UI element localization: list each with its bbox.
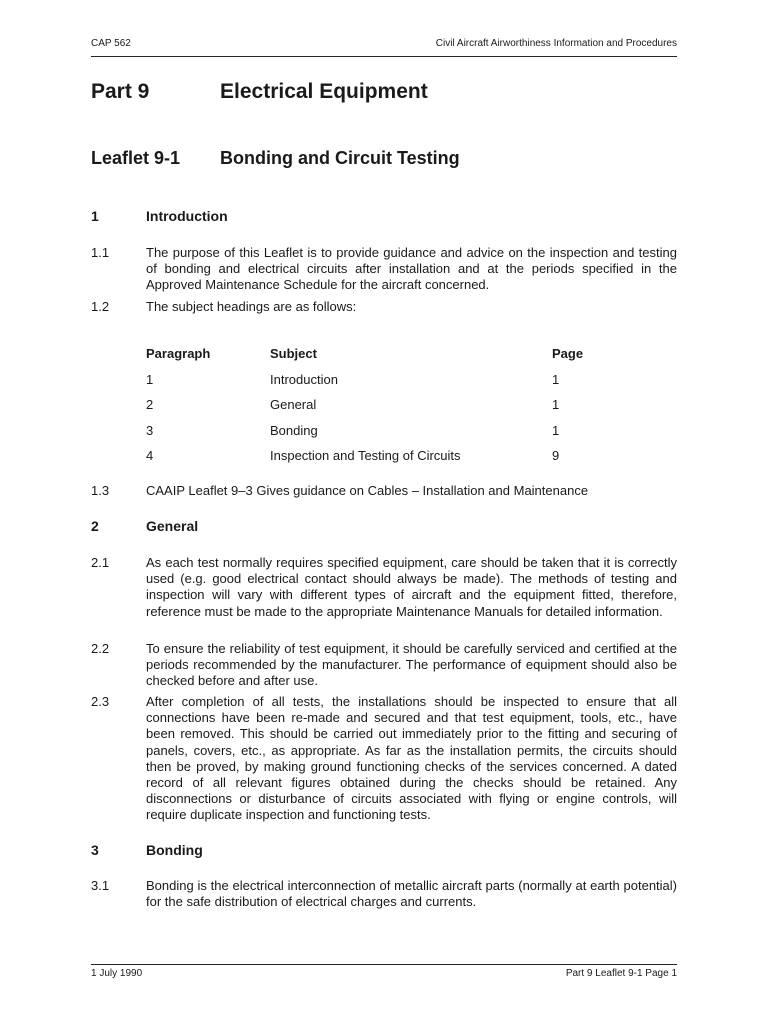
- paragraph-1-2: [91, 299, 677, 315]
- paragraph-1-1: [91, 245, 677, 294]
- leaflet-title: Bonding and Circuit Testing: [220, 148, 460, 168]
- table-cell-page: 1: [552, 397, 560, 412]
- column-header-paragraph: Paragraph: [146, 346, 211, 361]
- footer-page-reference: Part 9 Leaflet 9-1 Page 1: [565, 968, 677, 979]
- running-footer: [91, 968, 677, 979]
- table-cell-subject: General: [270, 397, 317, 412]
- footer-rule: [91, 964, 677, 965]
- paragraph-1-3: [91, 483, 677, 499]
- table-cell-paragraph: 1: [146, 371, 154, 387]
- table-cell-subject: Introduction: [270, 371, 338, 387]
- part-heading: [91, 80, 428, 104]
- column-header-page: Page: [552, 346, 584, 361]
- section-heading-introduction: [91, 208, 228, 224]
- running-header: [91, 38, 677, 49]
- paragraph-number: 1.1: [91, 245, 110, 260]
- table-cell-paragraph: 4: [146, 448, 154, 463]
- section-heading-bonding: [91, 842, 203, 858]
- paragraph-text: After completion of all tests, the installations should be inspected to ensure that all connections have been re-made and secured and that test equipment, tools, etc., have been removed. This should be carried out immediately prior to the fitting and securing of panels, covers, etc., as appropriate. As far as the installation permits, the circuits should then be proved, by making ground functioning checks of the services concerned. A dated record of all relevant figures obtained during the checks should be retained. Any disconnections or disturbance of circuits associated with flying or engine controls, will require duplicate inspection and functioning tests.: [146, 694, 677, 823]
- paragraph-number: 3.1: [91, 878, 110, 893]
- section-title: General: [146, 518, 199, 534]
- paragraph-text: The subject headings are as follows:: [146, 299, 357, 314]
- table-cell-paragraph: 3: [146, 422, 154, 438]
- paragraph-text: To ensure the reliability of test equipment, it should be carefully serviced and certified at the periods recommended by the manufacturer. The performance of equipment should also be checked before and after use.: [146, 641, 677, 689]
- header-doc-title: Civil Aircraft Airworthiness Information and Procedures: [435, 38, 677, 49]
- section-title: Introduction: [146, 208, 228, 224]
- section-number: 2: [91, 518, 99, 534]
- footer-date: 1 July 1990: [91, 968, 143, 979]
- paragraph-number: 2.3: [91, 694, 110, 709]
- header-rule: [91, 56, 677, 57]
- paragraph-number: 1.3: [91, 483, 110, 498]
- section-title: Bonding: [146, 842, 203, 858]
- paragraph-2-1: [91, 555, 677, 620]
- section-heading-general: [91, 518, 198, 534]
- table-cell-paragraph: 2: [146, 397, 154, 412]
- paragraph-2-2: [91, 641, 677, 690]
- leaflet-number: Leaflet 9-1: [91, 148, 181, 168]
- paragraph-3-1: [91, 878, 677, 910]
- section-number: 3: [91, 842, 99, 858]
- table-cell-subject: Inspection and Testing of Circuits: [270, 448, 461, 463]
- paragraph-2-3: [91, 694, 677, 824]
- paragraph-text: Bonding is the electrical interconnection of metallic aircraft parts (normally at earth potential) for the safe distribution of electrical charges and currents.: [146, 878, 677, 910]
- paragraph-text: The purpose of this Leaflet is to provide guidance and advice on the inspection and testing of bonding and electrical circuits after installation and at the periods specified in the Approved Maintenance Schedule for the aircraft concerned.: [146, 245, 677, 293]
- table-cell-page: 9: [552, 448, 560, 463]
- column-header-subject: Subject: [270, 346, 317, 361]
- paragraph-number: 1.2: [91, 299, 110, 314]
- table-cell-page: 1: [552, 371, 560, 387]
- paragraph-number: 2.2: [91, 641, 110, 656]
- leaflet-heading: [91, 148, 460, 169]
- table-cell-subject: Bonding: [270, 422, 318, 438]
- part-title: Electrical Equipment: [220, 80, 428, 103]
- paragraph-text: As each test normally requires specified equipment, care should be taken that it is correctly used (e.g. good electrical contact should always be made). The methods of testing and inspection will vary with different types of aircraft and the equipment fitted, therefore, reference must be made to the appropriate Maintenance Manuals for detailed information.: [146, 555, 677, 619]
- paragraph-text: CAAIP Leaflet 9–3 Gives guidance on Cables – Installation and Maintenance: [146, 483, 589, 498]
- paragraph-number: 2.1: [91, 555, 110, 570]
- header-doc-id: CAP 562: [91, 38, 131, 49]
- section-number: 1: [91, 208, 99, 224]
- part-number: Part 9: [91, 80, 150, 103]
- table-cell-page: 1: [552, 422, 560, 438]
